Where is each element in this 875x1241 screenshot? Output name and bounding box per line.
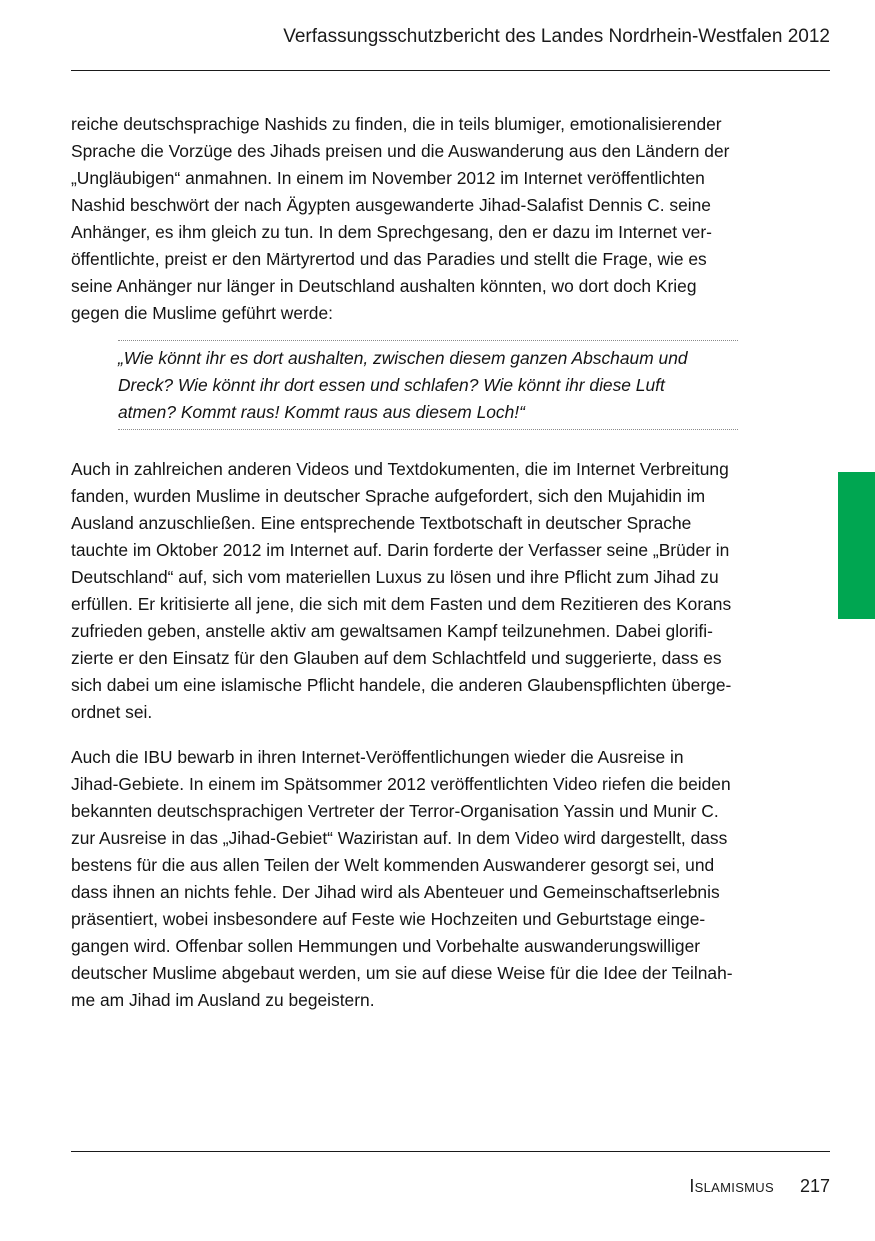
block-quote [118,340,738,430]
paragraph-1 [71,111,811,327]
paragraph-line: gangen wird. Offenbar sollen Hemmungen und Vorbehalte auswanderungswilliger [71,936,701,956]
paragraph-line: zufrieden geben, anstelle aktiv am gewaltsamen Kampf teilzunehmen. Dabei glorifi- [71,621,713,641]
section-name: Islamismus [689,1176,774,1196]
paragraph-line: Jihad-Gebiete. In einem im Spätsommer 2012 veröffentlichten Video riefen die beiden [71,774,731,794]
paragraph-line: zierte er den Einsatz für den Glauben auf dem Schlachtfeld und suggerierte, dass es [71,648,722,668]
paragraph-2 [71,456,811,726]
paragraph-line: deutscher Muslime abgebaut werden, um sie auf diese Weise für die Idee der Teilnah- [71,963,733,983]
paragraph-line: tauchte im Oktober 2012 im Internet auf. Darin forderte der Verfasser seine „Brüder in [71,540,730,560]
header-rule [71,70,830,71]
paragraph-line: Sprache die Vorzüge des Jihads preisen und die Auswanderung aus den Ländern der [71,141,730,161]
paragraph-line: ordnet sei. [71,702,153,722]
quote-line: Dreck? Wie könnt ihr dort essen und schlafen? Wie könnt ihr diese Luft [118,375,665,395]
paragraph-line: seine Anhänger nur länger in Deutschland aushalten könnten, wo dort doch Krieg [71,276,697,296]
page-footer [689,1176,830,1197]
paragraph-line: Auch die IBU bewarb in ihren Internet-Veröffentlichungen wieder die Ausreise in [71,747,684,767]
paragraph-line: zur Ausreise in das „Jihad-Gebiet“ Waziristan auf. In dem Video wird dargestellt, dass [71,828,728,848]
quote-line: „Wie könnt ihr es dort aushalten, zwischen diesem ganzen Abschaum und [118,348,688,368]
chapter-tab-marker [838,472,875,619]
paragraph-line: sich dabei um eine islamische Pflicht handele, die anderen Glaubenspflichten überge- [71,675,732,695]
paragraph-line: „Ungläubigen“ anmahnen. In einem im November 2012 im Internet veröffentlichten [71,168,705,188]
footer-rule [71,1151,830,1152]
paragraph-line: Nashid beschwört der nach Ägypten ausgewanderte Jihad-Salafist Dennis C. seine [71,195,711,215]
page-number: 217 [799,1176,830,1196]
paragraph-line: Auch in zahlreichen anderen Videos und Textdokumenten, die im Internet Verbreitung [71,459,729,479]
paragraph-line: öffentlichte, preist er den Märtyrertod und das Paradies und stellt die Frage, wie es [71,249,707,269]
quote-line: atmen? Kommt raus! Kommt raus aus diesem Loch!“ [118,402,525,422]
paragraph-line: Ausland anzuschließen. Eine entsprechende Textbotschaft in deutscher Sprache [71,513,692,533]
paragraph-line: reiche deutschsprachige Nashids zu finden, die in teils blumiger, emotionalisierender [71,114,722,134]
quote-bottom-divider [118,429,738,430]
paragraph-line: Anhänger, es ihm gleich zu tun. In dem Sprechgesang, den er dazu im Internet ver- [71,222,712,242]
page-header-title: Verfassungsschutzbericht des Landes Nordrhein-Westfalen 2012 [283,26,830,47]
paragraph-line: bekannten deutschsprachigen Vertreter der Terror-Organisation Yassin und Munir C. [71,801,719,821]
paragraph-line: dass ihnen an nichts fehle. Der Jihad wird als Abenteuer und Gemeinschaftserlebnis [71,882,720,902]
paragraph-line: erfüllen. Er kritisierte all jene, die sich mit dem Fasten und dem Rezitieren des Korans [71,594,732,614]
quote-text [118,341,738,429]
paragraph-line: präsentiert, wobei insbesondere auf Feste wie Hochzeiten und Geburtstage einge- [71,909,706,929]
paragraph-line: fanden, wurden Muslime in deutscher Sprache aufgefordert, sich den Mujahidin im [71,486,706,506]
paragraph-3 [71,744,811,1014]
paragraph-line: gegen die Muslime geführt werde: [71,303,333,323]
paragraph-line: bestens für die aus allen Teilen der Welt kommenden Auswanderer gesorgt sei, und [71,855,715,875]
paragraph-line: me am Jihad im Ausland zu begeistern. [71,990,375,1010]
paragraph-line: Deutschland“ auf, sich vom materiellen Luxus zu lösen und ihre Pflicht zum Jihad zu [71,567,719,587]
